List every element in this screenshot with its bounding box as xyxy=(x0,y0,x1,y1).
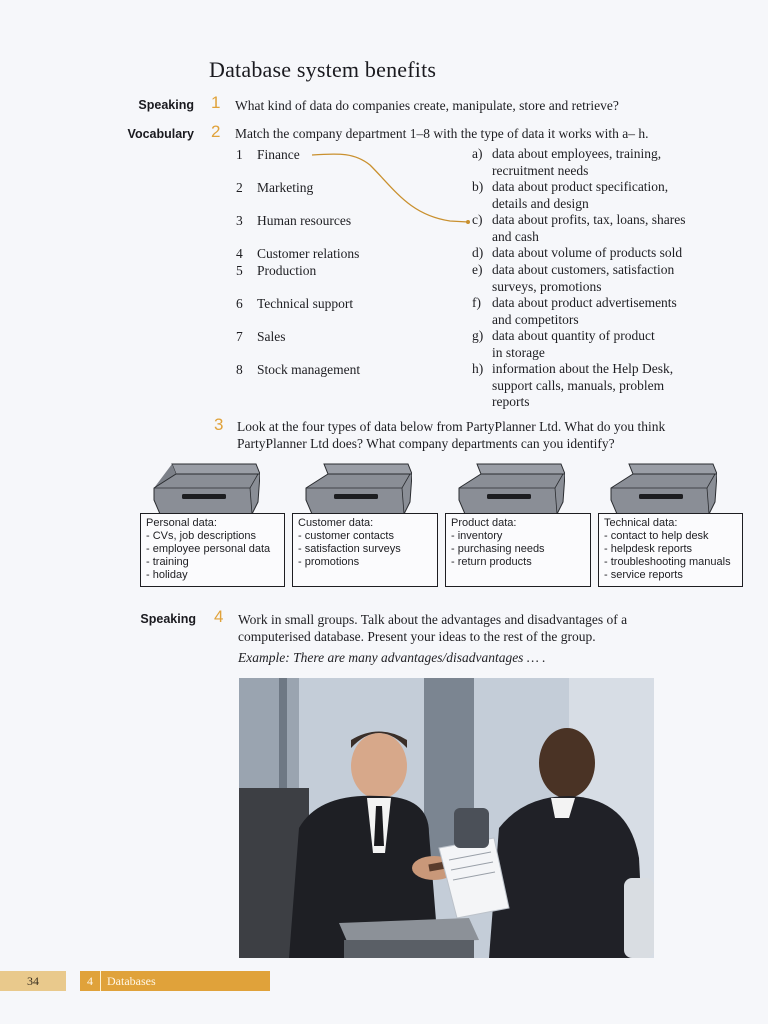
exercise-number-3: 3 xyxy=(214,415,224,434)
department-item[interactable]: 1 Finance xyxy=(236,147,300,162)
data-box-personal xyxy=(140,513,285,587)
data-box-technical xyxy=(598,513,743,587)
match-option[interactable]: h) information about the Help Desk, support calls, manuals, problem reports xyxy=(472,361,674,409)
department-item[interactable]: 4 Customer relations xyxy=(236,246,360,261)
exercise-3-prompt-line2: PartyPlanner Ltd does? What company departments can you identify? xyxy=(237,436,615,451)
section-label-speaking-1: Speaking xyxy=(138,98,194,112)
hard-drive-icon xyxy=(152,462,260,518)
section-label-vocabulary: Vocabulary xyxy=(127,127,194,141)
exercise-4-example: Example: There are many advantages/disadvantages … . xyxy=(238,650,546,665)
data-box-title: Customer data: xyxy=(298,517,374,529)
match-line-finance-to-c xyxy=(300,145,480,235)
hard-drive-icon xyxy=(304,462,412,518)
exercise-2-prompt: Match the company department 1–8 with the type of data it works with a– h. xyxy=(235,126,649,141)
match-option[interactable]: f) data about product advertisements and competitors xyxy=(472,295,677,327)
data-box-item: - satisfaction surveys xyxy=(298,543,401,555)
data-box-item: - return products xyxy=(451,556,532,568)
match-option[interactable]: g) data about quantity of product in storage xyxy=(472,328,655,360)
hard-drive-icon xyxy=(609,462,717,518)
data-box-item: - inventory xyxy=(451,530,503,542)
exercise-number-2: 2 xyxy=(211,122,221,141)
chapter-footer xyxy=(80,971,270,991)
exercise-number-4: 4 xyxy=(214,607,224,626)
hard-drive-icon xyxy=(457,462,565,518)
data-box-item: - training xyxy=(146,556,189,568)
section-label-speaking-4: Speaking xyxy=(140,612,196,626)
exercise-number-1: 1 xyxy=(211,93,221,112)
exercise-4-prompt-line1: Work in small groups. Talk about the advantages and disadvantages of a xyxy=(238,612,628,627)
department-item[interactable]: 7 Sales xyxy=(236,329,286,344)
department-item[interactable]: 6 Technical support xyxy=(236,296,354,311)
exercise-3-prompt-line1: Look at the four types of data below from PartyPlanner Ltd. What do you think xyxy=(237,419,666,434)
department-item[interactable]: 2 Marketing xyxy=(236,180,314,195)
data-box-item: - troubleshooting manuals xyxy=(604,556,731,568)
data-box-item: - holiday xyxy=(146,569,188,581)
match-option[interactable]: e) data about customers, satisfaction surveys, promotions xyxy=(472,262,675,294)
page-title: Database system benefits xyxy=(209,57,437,82)
data-box-item: - customer contacts xyxy=(298,530,394,542)
chapter-number: 4 xyxy=(80,971,101,991)
department-item[interactable]: 5 Production xyxy=(236,263,317,278)
data-box-item: - helpdesk reports xyxy=(604,543,693,555)
match-option[interactable]: a) data about employees, training, recruitment needs xyxy=(472,146,662,178)
chapter-title: Databases xyxy=(107,974,156,988)
data-box-item: - employee personal data xyxy=(146,543,271,555)
data-box-product xyxy=(445,513,591,587)
business-handshake-photo xyxy=(239,678,654,958)
match-option[interactable]: b) data about product specification, details and design xyxy=(472,179,669,211)
data-box-title: Technical data: xyxy=(604,517,678,529)
data-box-item: - contact to help desk xyxy=(604,530,709,542)
exercise-4-prompt-line2: computerised database. Present your ideas to the rest of the group. xyxy=(238,629,596,644)
match-option[interactable]: d) data about volume of products sold xyxy=(472,245,683,260)
exercise-1-prompt: What kind of data do companies create, manipulate, store and retrieve? xyxy=(235,98,619,113)
data-box-item: - service reports xyxy=(604,569,683,581)
data-box-customer xyxy=(292,513,438,587)
data-box-item: - CVs, job descriptions xyxy=(146,530,257,542)
data-box-title: Product data: xyxy=(451,517,517,529)
data-box-title: Personal data: xyxy=(146,517,217,529)
data-box-item: - promotions xyxy=(298,556,360,568)
department-item[interactable]: 3 Human resources xyxy=(236,213,352,228)
department-item[interactable]: 8 Stock management xyxy=(236,362,361,377)
match-option[interactable]: c) data about profits, tax, loans, shares and cash xyxy=(472,212,686,244)
page-number: 34 xyxy=(0,971,66,991)
data-box-item: - purchasing needs xyxy=(451,543,545,555)
